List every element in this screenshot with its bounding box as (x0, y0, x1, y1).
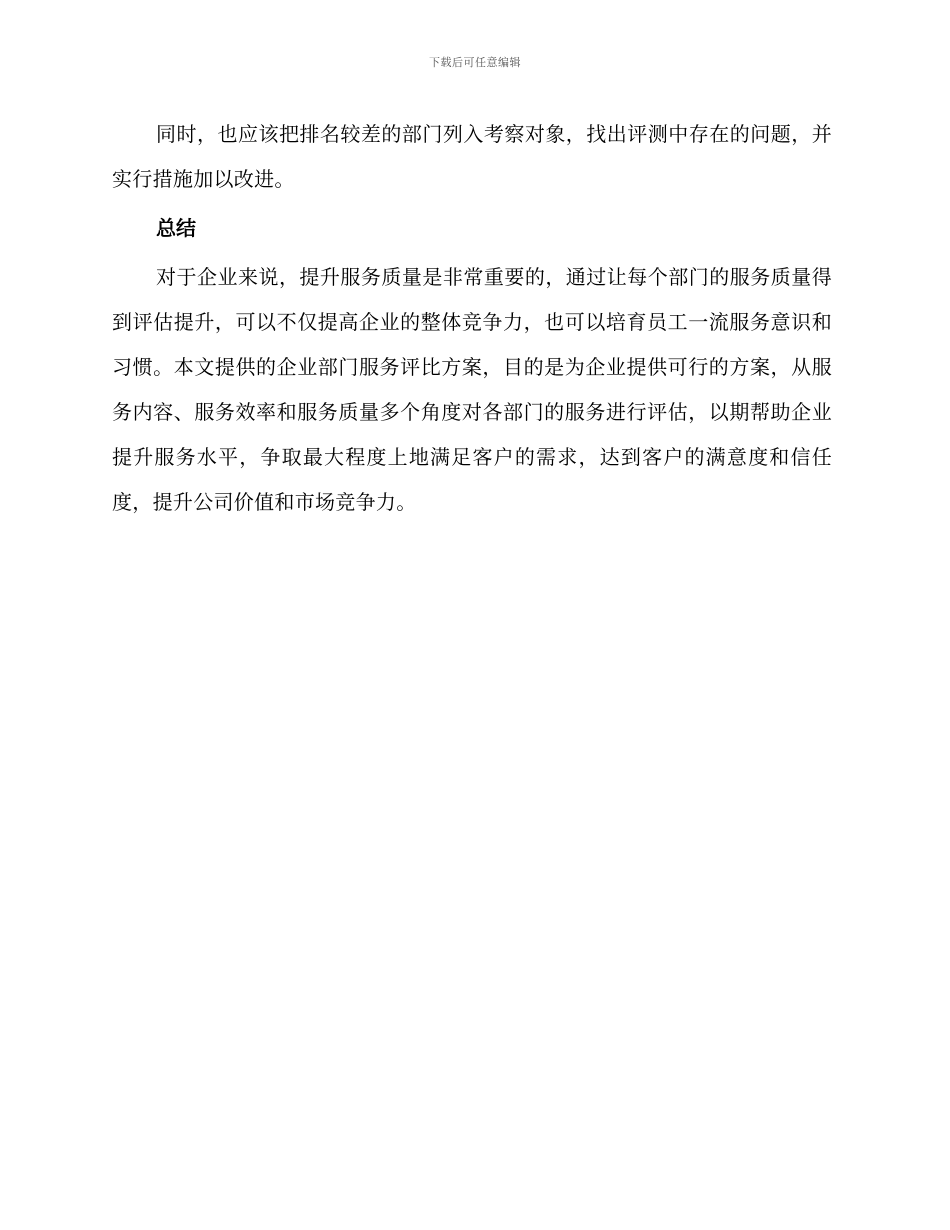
paragraph-summary: 对于企业来说，提升服务质量是非常重要的，通过让每个部门的服务质量得到评估提升，可以不仅提高企业的整体竞争力，也可以培育员工一流服务意识和习惯。本文提供的企业部门服务评比方案，目的是为企业提供可行的方案，从服务内容、服务效率和服务质量多个角度对各部门的服务进行评估，以期帮助企业提升服务水平，争取最大程度上地满足客户的需求，达到客户的满意度和信任度，提升公司价值和市场竞争力。 (112, 265, 832, 514)
document-body (112, 112, 832, 525)
section-heading-summary: 总结 (156, 216, 196, 240)
paragraph-improvement: 同时，也应该把排名较差的部门列入考察对象，找出评测中存在的问题，并实行措施加以改进。 (112, 122, 832, 191)
page-header: 下载后可任意编辑 (429, 56, 521, 69)
